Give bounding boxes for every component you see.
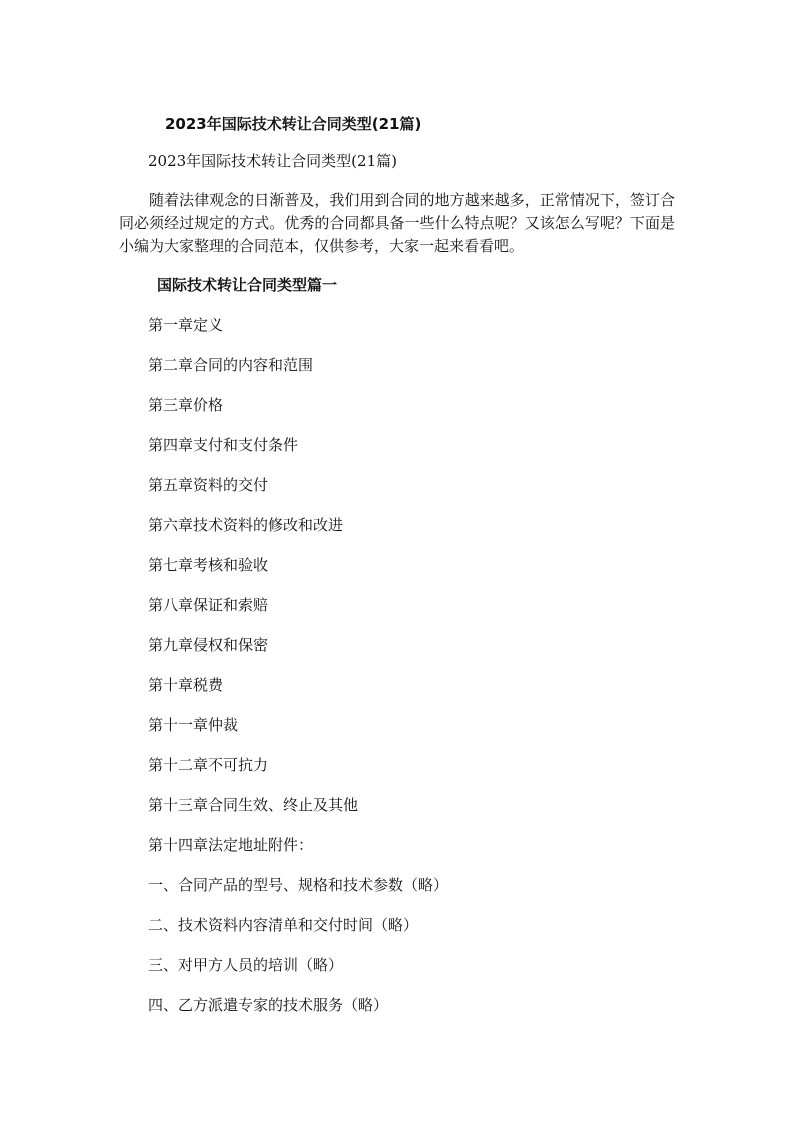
document-subtitle: 2023年国际技术转让合同类型(21篇) [148, 152, 397, 170]
list-item: 第二章合同的内容和范围 [148, 356, 314, 374]
list-item: 第十二章不可抗力 [148, 756, 269, 774]
list-item: 二、技术资料内容清单和交付时间（略） [148, 916, 419, 934]
list-item: 四、乙方派遣专家的技术服务（略） [148, 996, 389, 1014]
list-item: 第五章资料的交付 [148, 476, 269, 494]
document-title: 2023年国际技术转让合同类型(21篇) [165, 115, 422, 133]
list-item: 一、合同产品的型号、规格和技术参数（略） [148, 876, 449, 894]
list-item: 第四章支付和支付条件 [148, 436, 299, 454]
list-item: 第十一章仲裁 [148, 716, 239, 734]
list-item: 第一章定义 [148, 316, 224, 334]
section-heading: 国际技术转让合同类型篇一 [157, 276, 338, 294]
list-item: 第七章考核和验收 [148, 556, 269, 574]
chapter-list [148, 314, 448, 1034]
list-item: 第十三章合同生效、终止及其他 [148, 796, 359, 814]
list-item: 三、对甲方人员的培训（略） [148, 956, 344, 974]
list-item: 第十四章法定地址附件： [148, 836, 314, 854]
list-item: 第十章税费 [148, 676, 224, 694]
list-item: 第六章技术资料的修改和改进 [148, 516, 344, 534]
list-item: 第八章保证和索赔 [148, 596, 269, 614]
intro-paragraph: 随着法律观念的日渐普及，我们用到合同的地方越来越多，正常情况下，签订合同必须经过规定的方式。优秀的合同都具备一些什么特点呢？又该怎么写呢？下面是小编为大家整理的合同范本，仅供参考，大家一起来看看吧。 [119, 191, 675, 255]
list-item: 第九章侵权和保密 [148, 636, 269, 654]
list-item: 第三章价格 [148, 396, 224, 414]
